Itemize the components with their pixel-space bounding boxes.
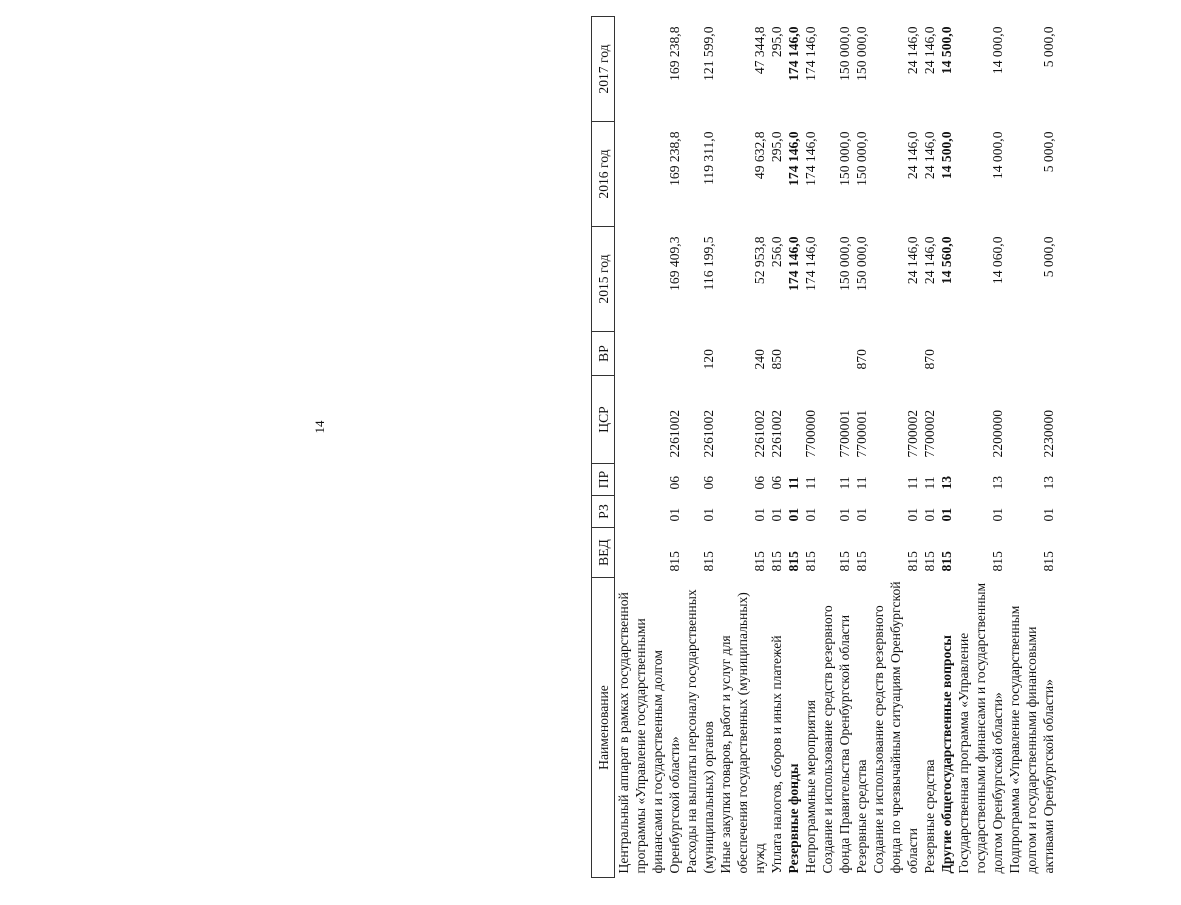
cell-2015: 14 060,0: [990, 236, 1005, 285]
cell-2017: 150 000,0: [854, 26, 869, 81]
cell-pr: 06: [752, 475, 767, 490]
cell-rz: 01: [922, 507, 937, 522]
cell-2015: 14 560,0: [939, 236, 954, 285]
cell-vr: 870: [922, 349, 937, 370]
cell-csr: 7700001: [854, 409, 869, 458]
budget-table: [591, 16, 1057, 878]
cell-csr: 7700000: [803, 409, 818, 458]
table-row: [768, 17, 785, 878]
table-row: [938, 17, 955, 878]
header-2017: 2017 год: [592, 17, 615, 122]
cell-csr: 2230000: [1041, 409, 1056, 458]
cell-pr: 11: [837, 476, 852, 490]
cell-rz: 01: [803, 507, 818, 522]
cell-2017: 5 000,0: [1041, 26, 1056, 68]
cell-vr: 870: [854, 349, 869, 370]
cell-2015: 150 000,0: [837, 236, 852, 291]
header-name: Наименование: [592, 578, 615, 878]
cell-pr: 06: [701, 475, 716, 490]
cell-pr: 11: [786, 476, 801, 490]
table-row: [615, 17, 684, 878]
cell-csr: 2261002: [752, 409, 767, 458]
cell-2015: 169 409,3: [667, 236, 682, 291]
cell-pr: 11: [905, 476, 920, 490]
cell-2016: 24 146,0: [905, 131, 920, 180]
cell-csr: [785, 376, 802, 464]
page-number: 14: [312, 420, 327, 434]
cell-ved: 815: [803, 551, 818, 572]
cell-rz: 01: [786, 507, 801, 522]
cell-2017: 24 146,0: [905, 26, 920, 75]
cell-name: Создание и использование средств резервного фонда Правительства Оренбургской области: [820, 605, 852, 874]
table-row: [683, 17, 717, 878]
cell-2016: 24 146,0: [922, 131, 937, 180]
cell-vr: [870, 332, 921, 376]
cell-ved: 815: [854, 551, 869, 572]
cell-ved: 815: [667, 551, 682, 572]
cell-pr: 06: [769, 475, 784, 490]
cell-name: Резервные средства: [854, 759, 869, 874]
table-row: [717, 17, 768, 878]
cell-2017: 174 146,0: [786, 26, 801, 81]
cell-2015: 174 146,0: [786, 236, 801, 291]
cell-2017: 47 344,8: [752, 26, 767, 75]
cell-ved: 815: [701, 551, 716, 572]
cell-name: Иные закупки товаров, работ и услуг для обеспечения государственных (муниципальных) нужд: [718, 592, 767, 874]
cell-2017: 121 599,0: [701, 26, 716, 81]
cell-2017: 169 238,8: [667, 26, 682, 81]
header-ved: ВЕД: [592, 528, 615, 578]
cell-vr: [1006, 332, 1057, 376]
cell-csr: 7700001: [837, 409, 852, 458]
cell-name: Центральный аппарат в рамках государственной программы «Управление государственными финансами и государственным долгом Оренбургской области»: [616, 592, 682, 874]
header-pr: ПР: [592, 464, 615, 496]
cell-name: Расходы на выплаты персоналу государственных (муниципальных) органов: [684, 589, 716, 874]
cell-rz: 01: [1041, 507, 1056, 522]
cell-pr: 13: [1041, 475, 1056, 490]
cell-rz: 01: [752, 507, 767, 522]
cell-rz: 01: [769, 507, 784, 522]
cell-rz: 01: [905, 507, 920, 522]
cell-ved: 815: [786, 551, 801, 572]
cell-2017: 14 500,0: [939, 26, 954, 75]
cell-2016: 5 000,0: [1041, 131, 1056, 173]
cell-pr: 13: [939, 475, 954, 490]
cell-vr: [802, 332, 819, 376]
cell-2016: 49 632,8: [752, 131, 767, 180]
header-vr: ВР: [592, 332, 615, 376]
cell-rz: 01: [667, 507, 682, 522]
cell-2016: 150 000,0: [837, 131, 852, 186]
cell-2016: 295,0: [769, 131, 784, 163]
cell-ved: 815: [1041, 551, 1056, 572]
cell-2017: 24 146,0: [922, 26, 937, 75]
table-header-row: [592, 17, 615, 878]
cell-pr: 11: [854, 476, 869, 490]
rotated-budget-table: [591, 18, 1181, 878]
table-row: [785, 17, 802, 878]
cell-vr: [615, 332, 684, 376]
cell-name: Создание и использование средств резервного фонда по чрезвычайным ситуациям Оренбургской области: [871, 581, 920, 874]
table-row: [802, 17, 819, 878]
cell-name: Непрограммные мероприятия: [803, 700, 818, 874]
cell-name: Резервные фонды: [786, 763, 801, 874]
cell-2016: 169 238,8: [667, 131, 682, 186]
cell-csr: 7700002: [905, 409, 920, 458]
cell-2015: 24 146,0: [922, 236, 937, 285]
cell-ved: 815: [769, 551, 784, 572]
cell-csr: 2200000: [990, 409, 1005, 458]
cell-vr: [785, 332, 802, 376]
cell-name: Резервные средства: [922, 759, 937, 874]
cell-2017: 174 146,0: [803, 26, 818, 81]
cell-ved: 815: [752, 551, 767, 572]
cell-2015: 52 953,8: [752, 236, 767, 285]
table-row: [921, 17, 938, 878]
cell-vr: 240: [752, 349, 767, 370]
cell-2015: 174 146,0: [803, 236, 818, 291]
table-row: [955, 17, 1006, 878]
cell-pr: 06: [667, 475, 682, 490]
cell-2016: 150 000,0: [854, 131, 869, 186]
cell-2017: 14 000,0: [990, 26, 1005, 75]
table-row: [870, 17, 921, 878]
cell-ved: 815: [837, 551, 852, 572]
cell-2016: 174 146,0: [786, 131, 801, 186]
cell-vr: 120: [701, 349, 716, 370]
cell-2017: 150 000,0: [837, 26, 852, 81]
cell-2015: 150 000,0: [854, 236, 869, 291]
cell-pr: 13: [990, 475, 1005, 490]
cell-ved: 815: [922, 551, 937, 572]
cell-2015: 5 000,0: [1041, 236, 1056, 278]
cell-csr: [938, 376, 955, 464]
cell-name: Государственная программа «Управление государственными финансами и государственным долгом Оренбургской области»: [956, 582, 1005, 874]
cell-2016: 174 146,0: [803, 131, 818, 186]
cell-csr: 2261002: [701, 409, 716, 458]
cell-name: Уплата налогов, сборов и иных платежей: [769, 635, 784, 874]
cell-ved: 815: [905, 551, 920, 572]
cell-2017: 295,0: [769, 26, 784, 58]
cell-2016: 119 311,0: [701, 131, 716, 185]
header-2015: 2015 год: [592, 227, 615, 332]
cell-2015: 24 146,0: [905, 236, 920, 285]
cell-csr: 2261002: [769, 409, 784, 458]
cell-vr: [938, 332, 955, 376]
cell-rz: 01: [837, 507, 852, 522]
header-2016: 2016 год: [592, 122, 615, 227]
cell-pr: 11: [922, 476, 937, 490]
cell-2016: 14 500,0: [939, 131, 954, 180]
cell-rz: 01: [854, 507, 869, 522]
cell-rz: 01: [701, 507, 716, 522]
cell-2016: 14 000,0: [990, 131, 1005, 180]
cell-csr: 7700002: [922, 409, 937, 458]
table-row: [853, 17, 870, 878]
cell-vr: [819, 332, 853, 376]
cell-name: Другие общегосударственные вопросы: [939, 635, 954, 874]
cell-2015: 116 199,5: [701, 236, 716, 291]
table-body: [615, 17, 1058, 878]
table-row: [819, 17, 853, 878]
cell-vr: 850: [769, 349, 784, 370]
header-rz: РЗ: [592, 496, 615, 528]
cell-rz: 01: [939, 507, 954, 522]
cell-ved: 815: [990, 551, 1005, 572]
cell-name: Подпрограмма «Управление государственным долгом и государственными финансовыми активами Оренбургской области»: [1007, 605, 1056, 874]
cell-csr: 2261002: [667, 409, 682, 458]
table-row: [1006, 17, 1057, 878]
cell-2015: 256,0: [769, 236, 784, 268]
cell-vr: [955, 332, 1006, 376]
cell-ved: 815: [939, 551, 954, 572]
cell-pr: 11: [803, 476, 818, 490]
header-csr: ЦСР: [592, 376, 615, 464]
cell-rz: 01: [990, 507, 1005, 522]
